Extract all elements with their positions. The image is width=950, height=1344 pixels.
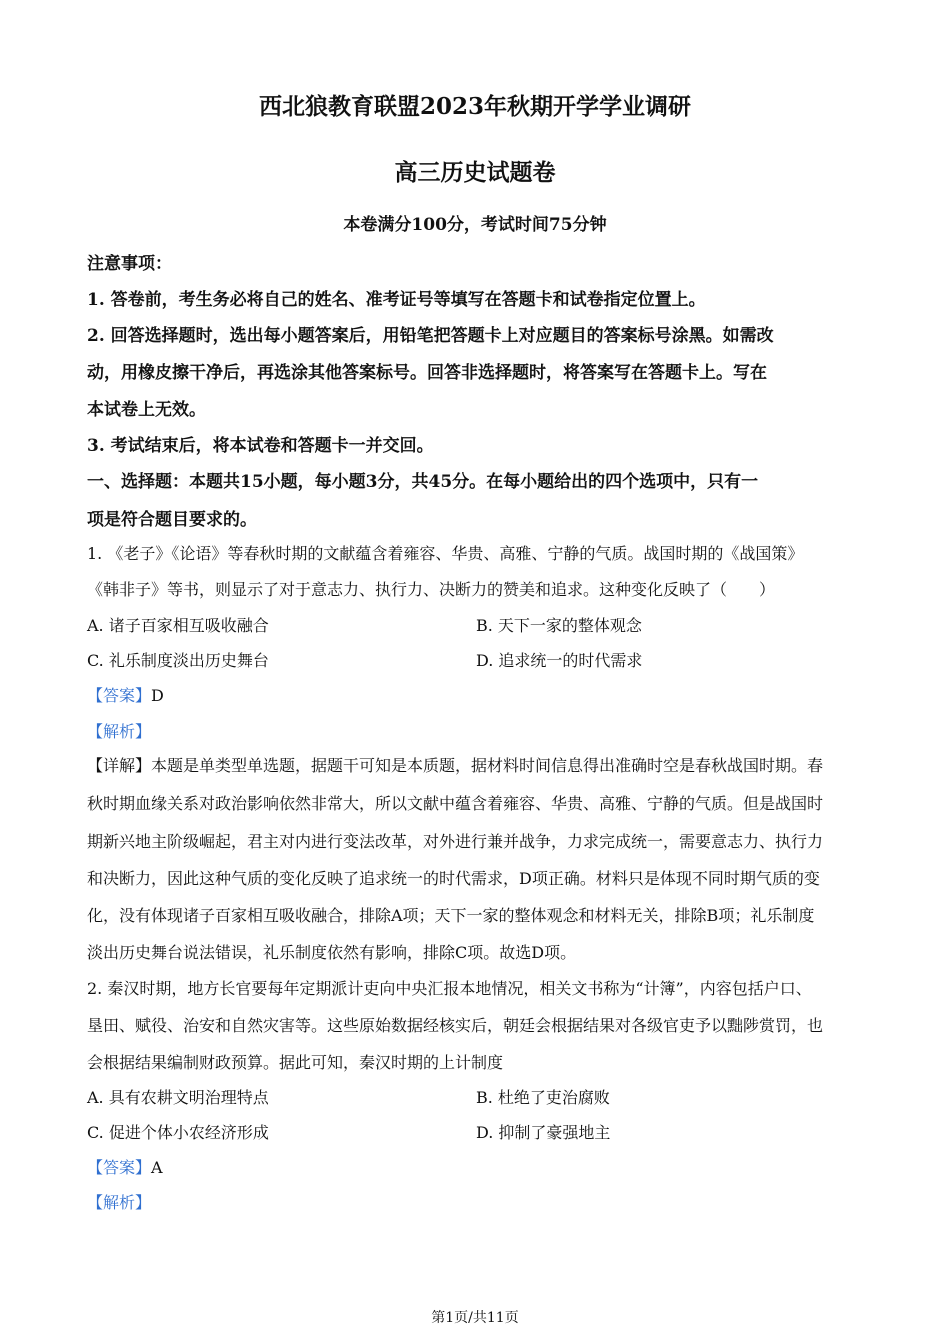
question-stem: 会根据结果编制财政预算。据此可知，秦汉时期的上计制度 [87, 1053, 504, 1072]
answer-line [87, 683, 164, 706]
option-a: A. 具有农耕文明治理特点 [87, 1088, 269, 1107]
detail-text: 本题是单类型单选题，据题干可知是本质题，据材料时间信息得出准确时空是春秋战国时期。春 [151, 756, 824, 775]
answer-value: D [151, 686, 164, 705]
option-c: C. 促进个体小农经济形成 [87, 1123, 269, 1142]
option-d: D. 追求统一的时代需求 [476, 651, 643, 670]
detail-text: 秋时期血缘关系对政治影响依然非常大，所以文献中蕴含着雍容、华贵、高雅、宁静的气质。但是战国时 [87, 794, 824, 813]
analysis-line [87, 719, 151, 742]
answer-value: A [151, 1158, 163, 1177]
option-c: C. 礼乐制度淡出历史舞台 [87, 651, 269, 670]
option-d: D. 抑制了豪强地主 [476, 1123, 611, 1142]
question-stem: 1. 《老子》《论语》等春秋时期的文献蕴含着雍容、华贵、高雅、宁静的气质。战国时期的《战国策》 [87, 544, 804, 563]
detail-text: 和决断力，因此这种气质的变化反映了追求统一的时代需求，D项正确。材料只是体现不同时期气质的变 [87, 869, 820, 888]
detail-text: 化，没有体现诸子百家相互吸收融合，排除A项；天下一家的整体观念和材料无关，排除B项；礼乐制度 [87, 906, 815, 925]
option-b: B. 天下一家的整体观念 [476, 616, 642, 635]
answer-tag: 【答案】 [87, 1158, 152, 1177]
detail-tag: 【详解】 [87, 756, 152, 775]
question-stem: 2. 秦汉时期，地方长官要每年定期派计吏向中央汇报本地情况，相关文书称为“计簿”，内容包括户口、 [87, 979, 812, 998]
note-line: 2. 回答选择题时，选出每小题答案后，用铅笔把答题卡上对应题目的答案标号涂黑。如需改 [87, 326, 774, 346]
note-line: 1. 答卷前，考生务必将自己的姓名、准考证号等填写在答题卡和试卷指定位置上。 [87, 290, 706, 310]
exam-title: 西北狼教育联盟2023年秋期开学学业调研 [258, 93, 691, 120]
note-line: 动，用橡皮擦干净后，再选涂其他答案标号。回答非选择题时，将答案写在答题卡上。写在 [87, 363, 767, 383]
option-a: A. 诸子百家相互吸收融合 [87, 616, 269, 635]
answer-line [87, 1155, 163, 1178]
option-b: B. 杜绝了吏治腐败 [476, 1088, 610, 1107]
analysis-tag: 【解析】 [87, 722, 152, 741]
note-line: 本试卷上无效。 [87, 400, 206, 420]
section-heading: 一、选择题：本题共15小题，每小题3分，共45分。在每小题给出的四个选项中，只有一 [87, 472, 759, 492]
note-line: 3. 考试结束后，将本试卷和答题卡一并交回。 [87, 436, 434, 456]
section-heading: 项是符合题目要求的。 [87, 510, 257, 530]
detail-line [87, 753, 823, 776]
analysis-tag: 【解析】 [87, 1193, 152, 1212]
detail-text: 淡出历史舞台说法错误，礼乐制度依然有影响，排除C项。故选D项。 [87, 943, 577, 962]
question-stem: 垦田、赋役、治安和自然灾害等。这些原始数据经核实后，朝廷会根据结果对各级官吏予以黜陟赏罚，也 [87, 1016, 824, 1035]
analysis-line [87, 1190, 151, 1213]
detail-text: 期新兴地主阶级崛起，君主对内进行变法改革，对外进行兼并战争，力求完成统一，需要意志力、执行力 [87, 832, 824, 851]
notes-heading: 注意事项： [87, 254, 172, 274]
exam-subject-title: 高三历史试题卷 [394, 159, 556, 186]
exam-subtitle: 本卷满分100分，考试时间75分钟 [343, 215, 607, 235]
answer-tag: 【答案】 [87, 686, 152, 705]
page-number: 第1页/共11页 [431, 1310, 519, 1326]
question-stem: 《韩非子》等书，则显示了对于意志力、执行力、决断力的赞美和追求。这种变化反映了（ ） [87, 580, 776, 599]
